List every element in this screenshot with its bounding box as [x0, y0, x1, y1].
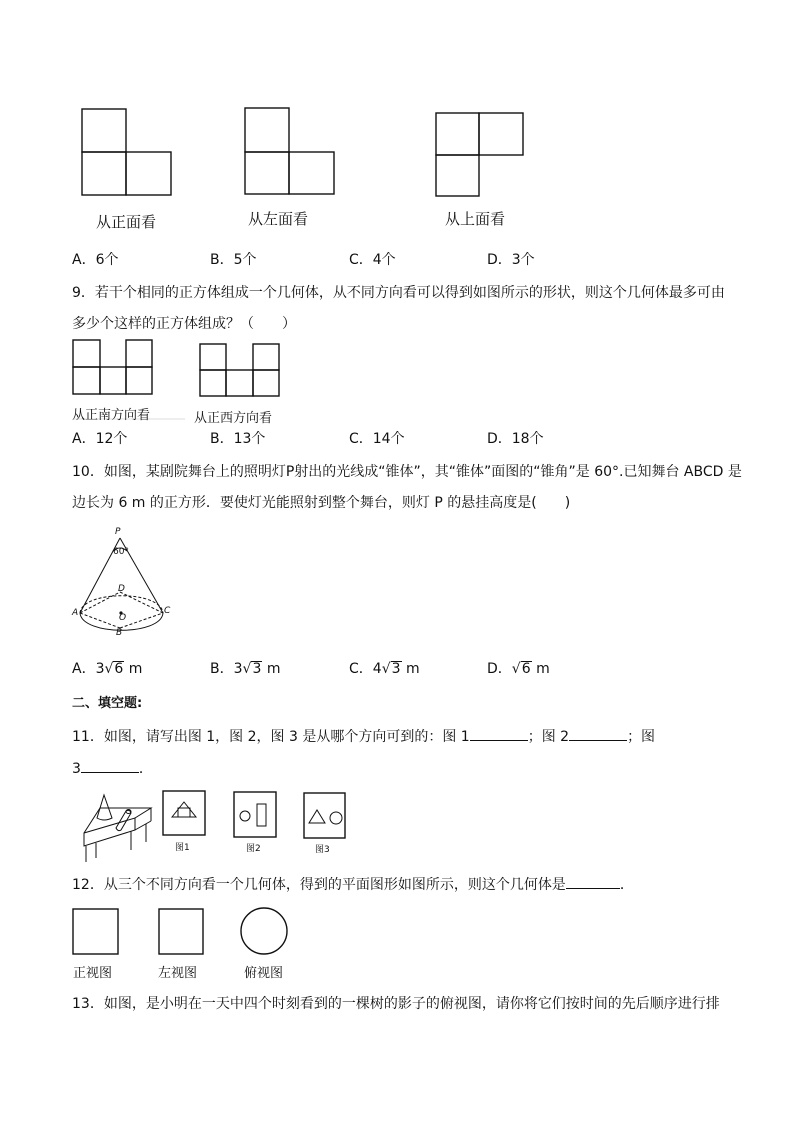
q8-option-d: D．3个	[487, 252, 535, 268]
q11-fig1-label: 图1	[175, 843, 190, 853]
q11-text-line2: 3 ．	[72, 758, 153, 779]
q9-option-a: A．12个	[72, 431, 128, 447]
q13-text: 13．如图，是小明在一天中四个时刻看到的一棵树的影子的俯视图，请你将它们按时间的先后顺序进行排	[72, 996, 720, 1012]
q10-label-p: P	[115, 527, 121, 537]
q10-option-d: D．√6 m	[487, 661, 550, 677]
q10-option-c: C．4√3 m	[349, 661, 420, 677]
q12-text: 12．从三个不同方向看一个几何体，得到的平面图形如图所示，则这个几何体是 ．	[72, 874, 634, 895]
q9-option-b: B．13个	[210, 431, 266, 447]
q10-label-d: D	[118, 584, 125, 594]
q9-option-c: C．14个	[349, 431, 405, 447]
q11-fig2-label: 图2	[246, 844, 261, 854]
q10-label-angle: 60°	[113, 547, 129, 557]
q8-option-c: C．4个	[349, 252, 396, 268]
q8-left-label: 从左面看	[248, 210, 309, 228]
q12-left-label: 左视图	[158, 966, 198, 981]
q10-label-o: O	[119, 613, 127, 623]
q10-label-b: B	[116, 628, 123, 638]
q10-label-c: C	[164, 606, 171, 616]
q8-front-label: 从正面看	[96, 213, 157, 231]
q9-text-line2: 多少个这样的正方体组成？（ ）	[72, 316, 296, 332]
section-title-fill-blank: 二、填空题:	[72, 696, 143, 711]
q9-option-d: D．18个	[487, 431, 544, 447]
q8-option-b: B．5个	[210, 252, 257, 268]
q11-text-line1: 11．如图，请写出图 1，图 2，图 3 是从哪个方向可到的：图 1 ；图 2 ；图	[72, 726, 655, 747]
q10-text-line1: 10．如图，某剧院舞台上的照明灯P射出的光线成“锥体”，其“锥体”面图的“锥角”是 60°.已知舞台 ABCD 是	[72, 464, 742, 480]
q9-text-line1: 9．若干个相同的正方体组成一个几何体，从不同方向看可以得到如图所示的形状，则这个几何体最多可由	[72, 285, 725, 301]
q10-option-a: A．3√6 m	[72, 661, 143, 677]
q8-top-label: 从上面看	[445, 210, 506, 228]
q9-west-label: 从正西方向看	[194, 411, 273, 426]
q12-top-label: 俯视图	[244, 966, 284, 981]
q10-option-b: B．3√3 m	[210, 661, 281, 677]
q8-option-a: A．6个	[72, 252, 119, 268]
q11-fig3-label: 图3	[315, 845, 330, 855]
q12-front-label: 正视图	[73, 966, 113, 981]
q9-south-label: 从正南方向看	[72, 408, 151, 423]
q10-label-a: A	[72, 608, 79, 618]
q10-text-line2: 边长为 6 m 的正方形．要使灯光能照射到整个舞台，则灯 P 的悬挂高度是( )	[72, 495, 571, 511]
